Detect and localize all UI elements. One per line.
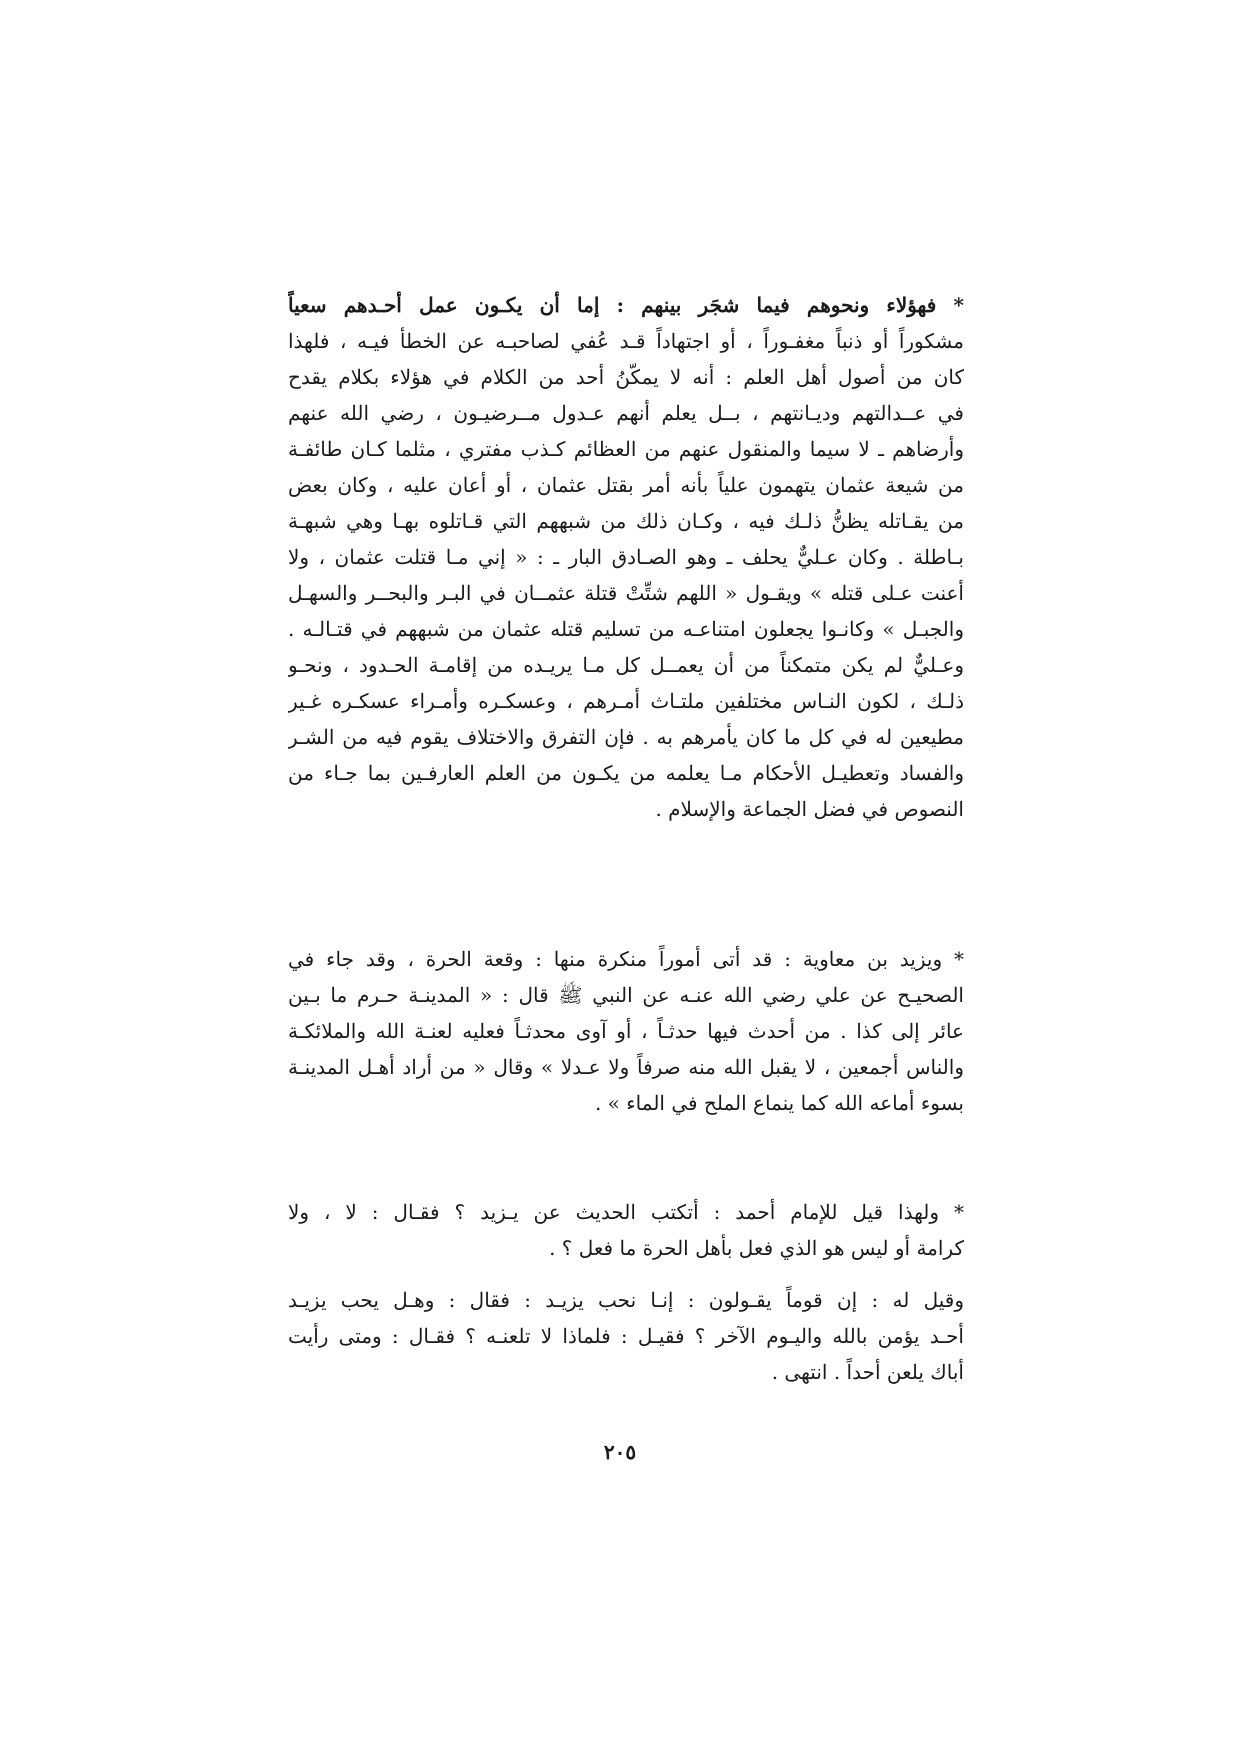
- text-line: وعـليٌّ لم يكن متمكناً من أن يعمــل كل مـا يريـده من إقامـة الحـدود ، ونحـو: [288, 653, 964, 677]
- text-line: مطيعين له في كل ما كان يأمرهم به . فإن التفرق والاختلاف يقوم فيه من الشـر: [288, 725, 964, 749]
- text-line: بسوء أماعه الله كما ينماع الملح في الماء » .: [594, 1091, 964, 1115]
- text-line: من يقـاتله يظنُّ ذلـك فيه ، وكـان ذلك من شبههم التي قـاتلوه بهـا وهي شبهـة: [288, 509, 964, 533]
- text-line: عائر إلى كذا . من أحدث فيها حدثـاً ، أو آوى محدثـاً فعليه لعنـة الله والملائكـة: [288, 1019, 964, 1043]
- text-line: في عــدالتهم وديـانتهم ، بــل يعلم أنهم عـدول مــرضيـون ، رضي الله عنهم: [288, 401, 964, 425]
- text-line: بـاطلة . وكان عـليٌّ يحلف ـ وهو الصـادق البار ـ : « إني مـا قتلت عثمان ، ولا: [288, 545, 964, 569]
- text-line: مشكوراً أو ذنباً مغفـوراً ، أو اجتهاداً قـد عُفي لصاحبـه عن الخطأ فيـه ، فلهذا: [288, 329, 964, 353]
- text-line: * فهؤلاء ونحوهم فيما شجَر بينهم : إما أن يكـون عمل أحـدهم سعياً: [288, 293, 964, 317]
- paragraph-imam-ahmad: [288, 1194, 964, 1266]
- paragraph-question: [288, 1282, 964, 1390]
- text-line: كان من أصول أهل العلم : أنه لا يمكّنُ أحد من الكلام في هؤلاء بكلام يقدح: [288, 365, 964, 389]
- paragraph-yazid: [288, 941, 964, 1121]
- text-line: أباك يلعن أحداً . انتهى .: [771, 1360, 964, 1384]
- text-line: ذلـك ، لكون النـاس مختلفين ملتـاث أمـرهم ، وعسكـره وأمـراء عسكـره غـير: [288, 689, 964, 713]
- text-line: * ويزيد بن معاوية : قد أتى أموراً منكرة منها : وقعة الحرة ، وقد جاء في: [288, 947, 964, 971]
- text-line: وقيل له : إن قوماً يقـولون : إنـا نحب يزيـد : فقال : وهـل يحب يزيـد: [288, 1288, 964, 1312]
- text-line: * ولهذا قيل للإمام أحمد : أتكتب الحديث عن يـزيد ؟ فقـال : لا ، ولا: [288, 1200, 964, 1224]
- text-line: أعنت عـلى قتله » ويقـول « اللهم شتِّتْ قتلة عثمــان في البـر والبحــر والسهـل: [288, 581, 964, 605]
- text-line: من شيعة عثمان يتهمون علياً بأنه أمر بقتل عثمان ، أو أعان عليه ، وكان بعض: [288, 473, 964, 497]
- text-line: النصوص في فضل الجماعة والإسلام .: [655, 797, 964, 821]
- text-line: والجبـل » وكانـوا يجعلون امتناعـه من تسليم قتله عثمان من شبههم في قتـالـه .: [288, 617, 964, 641]
- paragraph-companions: [288, 287, 964, 827]
- text-line: كرامة أو ليس هو الذي فعل بأهل الحرة ما فعل ؟ .: [549, 1236, 964, 1260]
- text-line: وأرضاهم ـ لا سيما والمنقول عنهم من العظائم كـذب مفتري ، مثلما كـان طائفـة: [288, 437, 964, 461]
- text-line: الصحيـح عن علي رضي الله عنـه عن النبي ﷺ قال : « المدينـة حـرم ما بـين: [288, 983, 964, 1007]
- text-line: والفساد وتعطيـل الأحكام مـا يعلمه من يكـون من العلم العارفـين بما جـاء من: [288, 761, 964, 785]
- text-line: والناس أجمعين ، لا يقبل الله منه صرفاً ولا عـدلا » وقال « من أراد أهـل المدينـة: [288, 1055, 964, 1079]
- text-line: أحـد يؤمن بالله واليـوم الآخر ؟ فقيـل : فلماذا لا تلعنـه ؟ فقـال : ومتى رأيت: [288, 1324, 964, 1348]
- page-number: ٢٠٥: [603, 1440, 637, 1464]
